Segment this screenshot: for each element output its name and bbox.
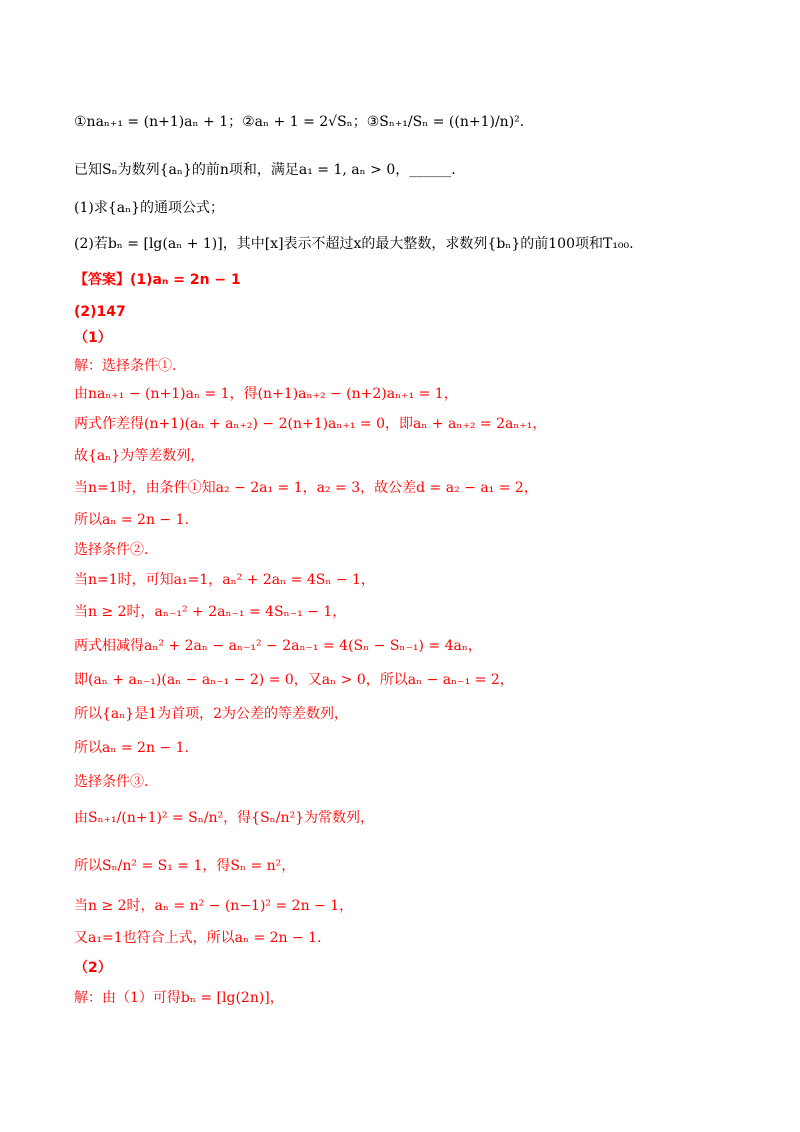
solution-line: 故{aₙ}为等差数列，	[74, 448, 205, 464]
solution-line: 当n=1时，可知a₁=1，aₙ² + 2aₙ = 4Sₙ − 1，	[74, 572, 375, 588]
solution-line: 两式相减得aₙ² + 2aₙ − aₙ₋₁² − 2aₙ₋₁ = 4(Sₙ − Sₙ₋₁) = 4aₙ，	[74, 638, 482, 654]
solution-line: 选择条件②.	[74, 542, 149, 558]
solution-line: 由Sₙ₊₁/(n+1)² = Sₙ/n²，得{Sₙ/n²}为常数列，	[74, 810, 374, 826]
solution-line: 当n ≥ 2时，aₙ = n² − (n−1)² = 2n − 1，	[74, 898, 354, 914]
solution-line: 解：选择条件①.	[74, 358, 177, 374]
answer-2: (2)147	[74, 304, 126, 320]
part-1-heading: （1）	[74, 330, 112, 346]
conditions-line: ①naₙ₊₁ = (n+1)aₙ + 1；②aₙ + 1 = 2√Sₙ；③Sₙ₊₁/Sₙ = ((n+1)/n)².	[74, 114, 525, 130]
solution-line: 当n=1时，由条件①知a₂ − 2a₁ = 1，a₂ = 3，故公差d = a₂ − a₁ = 2，	[74, 480, 538, 496]
question-2: (2)若bₙ = [lg(aₙ + 1)]，其中[x]表示不超过x的最大整数，求数列{bₙ}的前100项和T₁₀₀.	[74, 236, 634, 252]
solution-line: 所以Sₙ/n² = S₁ = 1，得Sₙ = n²，	[74, 858, 296, 874]
question-1: (1)求{aₙ}的通项公式；	[74, 200, 225, 216]
solution-line: 所以aₙ = 2n − 1.	[74, 740, 189, 756]
answer-1: 【答案】(1)aₙ = 2n − 1	[74, 272, 241, 288]
part-2-heading: （2）	[74, 960, 112, 976]
solution-line: 即(aₙ + aₙ₋₁)(aₙ − aₙ₋₁ − 2) = 0，又aₙ > 0，所以aₙ − aₙ₋₁ = 2，	[74, 672, 514, 688]
solution-line: 又a₁=1也符合上式，所以aₙ = 2n − 1.	[74, 930, 322, 946]
solution-line: 选择条件③.	[74, 774, 149, 790]
solution-line: 当n ≥ 2时，aₙ₋₁² + 2aₙ₋₁ = 4Sₙ₋₁ − 1，	[74, 604, 347, 620]
solution-line: 两式作差得(n+1)(aₙ + aₙ₊₂) − 2(n+1)aₙ₊₁ = 0，即aₙ + aₙ₊₂ = 2aₙ₊₁，	[74, 416, 547, 432]
solution-line: 由naₙ₊₁ − (n+1)aₙ = 1，得(n+1)aₙ₊₂ − (n+2)aₙ₊₁ = 1，	[74, 386, 458, 402]
solution-line: 所以{aₙ}是1为首项，2为公差的等差数列，	[74, 706, 349, 722]
problem-statement: 已知Sₙ为数列{aₙ}的前n项和，满足a₁ = 1, aₙ > 0，______.	[74, 162, 456, 178]
solution-line: 解：由（1）可得bₙ = [lg(2n)]，	[74, 990, 284, 1006]
solution-line: 所以aₙ = 2n − 1.	[74, 512, 189, 528]
